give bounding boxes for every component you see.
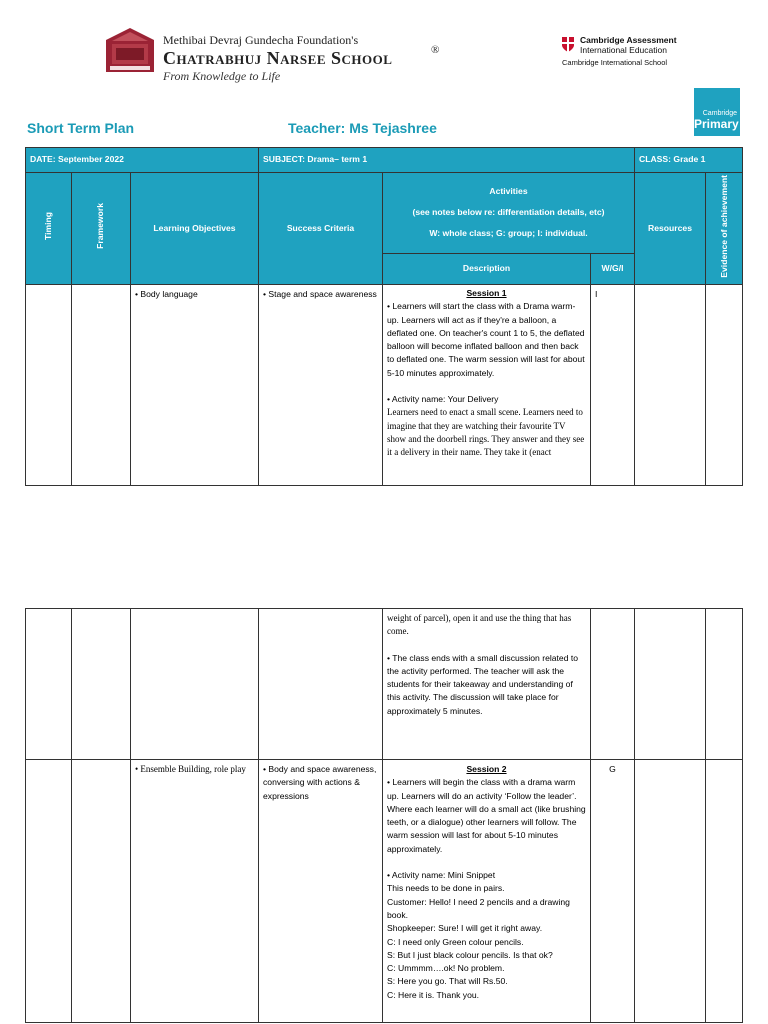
resources-cell (635, 285, 706, 486)
cambridge-shield-icon (561, 36, 575, 53)
cambridge-line2: International Education (580, 44, 667, 55)
framework-cell (72, 285, 131, 486)
dialogue-line: C: I need only Green colour pencils. (387, 936, 524, 947)
plan-title: Short Term Plan (27, 120, 135, 136)
criteria-cell: • Body and space awareness, conversing with actions & expressions (259, 760, 383, 1023)
framework-cell (72, 609, 131, 760)
activity-description: Learners need to enact a small scene. Learners need to imagine that they are watching their favourite TV show and the doorbell rings. They answer and they see it a delivery in their name. They take it (enact (387, 407, 585, 458)
resources-cell (635, 609, 706, 760)
date-cell: DATE: September 2022 (26, 148, 259, 173)
evidence-cell (706, 609, 743, 760)
framework-header-label: Framework (95, 203, 106, 250)
wgi-cell (591, 609, 635, 760)
description-header: Description (383, 253, 591, 284)
activities-header (383, 173, 635, 254)
continuation-text: weight of parcel), open it and use the thing that has come. (387, 613, 572, 637)
badge-small-text: Cambridge (702, 110, 737, 117)
description-cell (383, 285, 591, 486)
framework-header (72, 173, 131, 285)
activities-note: (see notes below re: differentiation details, etc) (412, 207, 605, 218)
description-cell (383, 760, 591, 1023)
cambridge-line1: Cambridge Assessment (580, 35, 677, 45)
wgi-header: W/G/I (591, 253, 635, 284)
table-row (26, 609, 743, 760)
badge-big-text: Primary (694, 117, 739, 131)
objective-cell: • Ensemble Building, role play (131, 760, 259, 1023)
dialogue-line: This needs to be done in pairs. (387, 883, 505, 894)
evidence-header (706, 173, 743, 285)
school-name-text: Chatrabhuj Narsee School (163, 48, 393, 68)
timing-header-label: Timing (42, 212, 53, 241)
table-row (26, 760, 743, 1023)
resources-cell (635, 760, 706, 1023)
dialogue-block (387, 869, 586, 1002)
objective-cell (131, 609, 259, 760)
dialogue-line: C: Ummmm….ok! No problem. (387, 963, 505, 974)
evidence-cell (706, 285, 743, 486)
table-row (26, 285, 743, 486)
session-heading: Session 1 (466, 288, 507, 298)
timing-cell (26, 760, 72, 1023)
cambridge-school-label: Cambridge International School (562, 58, 668, 67)
session-heading: Session 2 (466, 764, 507, 774)
cambridge-primary-badge (694, 88, 740, 136)
foundation-name: Methibai Devraj Gundecha Foundation's (163, 33, 359, 47)
school-name (163, 44, 453, 69)
activities-key: W: whole class; G: group; I: individual. (429, 228, 588, 239)
lesson-plan-table-page1 (25, 147, 743, 486)
registered-mark: ® (431, 44, 440, 56)
resources-header: Resources (635, 173, 706, 285)
dialogue-line: Shopkeeper: Sure! I will get it right away. (387, 923, 543, 934)
criteria-cell (259, 609, 383, 760)
description-cell (383, 609, 591, 760)
dialogue-line: C: Here it is. Thank you. (387, 989, 480, 1000)
class-cell: CLASS: Grade 1 (635, 148, 743, 173)
evidence-header-label: Evidence of achievement (719, 175, 730, 278)
framework-cell (72, 760, 131, 1023)
wgi-cell: G (591, 760, 635, 1023)
activity-name: • Activity name: Your Delivery (387, 394, 499, 405)
closing-discussion: • The class ends with a small discussion related to the activity performed. The teacher will ask the students for their takeaway and understanding of this activity. The discussion will take place for approximately 5 minutes. (387, 652, 579, 716)
success-criteria-header: Success Criteria (259, 173, 383, 285)
teacher-title: Teacher: Ms Tejashree (288, 120, 437, 136)
cambridge-assessment-text (580, 36, 677, 55)
learning-objectives-header: Learning Objectives (131, 173, 259, 285)
criteria-cell: • Stage and space awareness (259, 285, 383, 486)
timing-header (26, 173, 72, 285)
evidence-cell (706, 760, 743, 1023)
session-paragraph: • Learners will begin the class with a drama warm up. Learners will do an activity ‘Follow the leader’. Where each learner will do a small act (like brushing teeth, or a dialogue) other learners will follow. The warm session will last for about 5-10 minutes approximately. (387, 777, 586, 854)
lesson-plan-table-page2 (25, 608, 743, 1023)
activities-title: Activities (489, 186, 528, 197)
timing-cell (26, 609, 72, 760)
school-tagline: From Knowledge to Life (163, 69, 281, 83)
school-emblem-logo (104, 26, 156, 78)
objective-cell: • Body language (131, 285, 259, 486)
dialogue-line: S: But I just black colour pencils. Is that ok? (387, 949, 553, 960)
subject-cell: SUBJECT: Drama– term 1 (259, 148, 635, 173)
dialogue-line: • Activity name: Mini Snippet (387, 870, 496, 881)
school-name-block (163, 33, 453, 83)
timing-cell (26, 285, 72, 486)
session-paragraph: • Learners will start the class with a Drama warm-up. Learners will act as if they're a balloon, a deflated one. On teacher's count 1 to 5, the deflated balloon will become inflated balloon and then back to deflated one. The warm session will last for about 5-10 minutes approximately. (387, 301, 585, 378)
dialogue-line: S: Here you go. That will Rs.50. (387, 976, 508, 987)
wgi-cell: I (591, 285, 635, 486)
dialogue-line: Customer: Hello! I need 2 pencils and a drawing book. (387, 896, 570, 920)
